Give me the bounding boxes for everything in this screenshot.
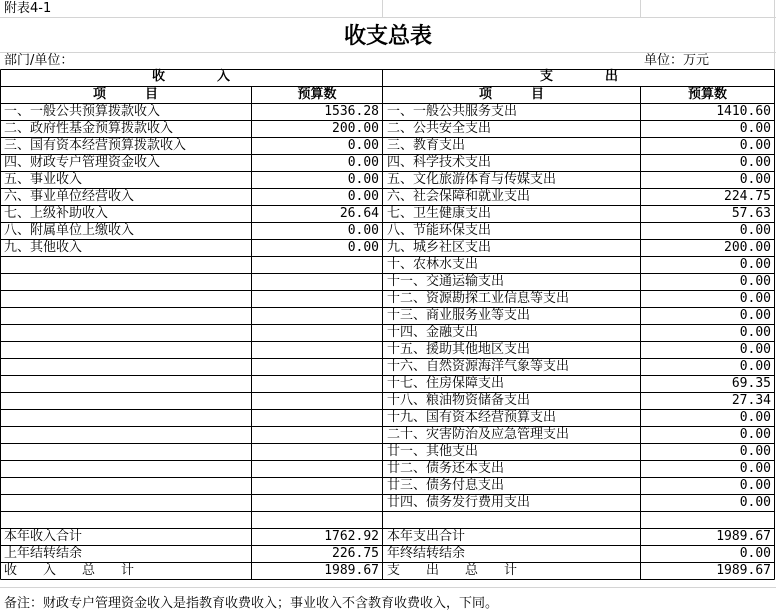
expense-row-label: 五、文化旅游体育与传媒支出 [387,172,557,187]
expense-header: 支 出 [539,69,618,84]
expense-row-value: 0.00 [739,308,771,323]
expense-row-label: 十九、国有资本经营预算支出 [387,410,557,425]
expense-row-value: 0.00 [739,427,771,442]
expense-row-label: 二十、灾害防治及应急管理支出 [387,427,570,442]
expense-row-label: 十二、资源勘探工业信息等支出 [387,291,570,306]
expense-row-label: 廿三、债务付息支出 [387,478,505,493]
expense-row-value: 0.00 [739,172,771,187]
income-row-label: 七、上级补助收入 [4,206,109,221]
expense-row-value: 0.00 [739,461,771,476]
expense-row-value: 0.00 [739,478,771,493]
income-row-label: 二、政府性基金预算拨款收入 [4,121,174,136]
expense-row-label: 十七、住房保障支出 [387,376,505,391]
expense-row-label: 十三、商业服务业等支出 [387,308,531,323]
income-total-year-value: 1762.92 [324,529,379,544]
income-grand-total-label: 收 入 总 计 [4,563,135,578]
expense-row-label: 七、卫生健康支出 [387,206,492,221]
income-row-label: 六、事业单位经营收入 [4,189,135,204]
expense-row-value: 0.00 [739,342,771,357]
income-row-value: 26.64 [339,206,379,221]
expense-grand-total-label: 支 出 总 计 [387,563,518,578]
expense-row-value: 0.00 [739,155,771,170]
income-row-value: 0.00 [347,189,379,204]
expense-row-value: 27.34 [731,393,771,408]
income-row-value: 1536.28 [324,104,379,119]
income-row-label: 四、财政专户管理资金收入 [4,155,161,170]
expense-item-header: 项 目 [478,87,544,102]
expense-budget-header: 预算数 [687,87,727,102]
expense-row-value: 224.75 [724,189,771,204]
expense-row-label: 十五、援助其他地区支出 [387,342,531,357]
income-row-label: 一、一般公共预算拨款收入 [4,104,161,119]
expense-row-value: 0.00 [739,138,771,153]
expense-row-label: 四、科学技术支出 [387,155,492,170]
income-row-value: 0.00 [347,223,379,238]
expense-row-value: 69.35 [731,376,771,391]
income-row-value: 200.00 [332,121,379,136]
expense-row-label: 六、社会保障和就业支出 [387,189,531,204]
income-row-value: 0.00 [347,240,379,255]
expense-row-label: 廿一、其他支出 [387,444,479,459]
expense-row-value: 0.00 [739,495,771,510]
expense-row-value: 0.00 [739,325,771,340]
income-total-year-label: 本年收入合计 [4,529,83,544]
income-row-label: 五、事业收入 [4,172,83,187]
carry-out-label: 年终结转结余 [387,546,466,561]
expense-total-year-value: 1989.67 [716,529,771,544]
table-id: 附表4-1 [4,1,52,16]
income-header: 收 入 [151,69,230,84]
income-row-label: 九、其他收入 [4,240,83,255]
expense-grand-total-value: 1989.67 [716,563,771,578]
income-row-value: 0.00 [347,138,379,153]
expense-row-value: 0.00 [739,410,771,425]
expense-row-value: 0.00 [739,257,771,272]
expense-row-label: 十八、粮油物资储备支出 [387,393,531,408]
expense-row-label: 二、公共安全支出 [387,121,492,136]
expense-row-value: 0.00 [739,223,771,238]
footnote: 备注：财政专户管理资金收入是指教育收费收入；事业收入不含教育收费收入，下同。 [4,596,499,611]
income-row-value: 0.00 [347,172,379,187]
expense-row-value: 0.00 [739,121,771,136]
unit-label: 单位：万元 [644,53,710,68]
income-row-label: 三、国有资本经营预算拨款收入 [4,138,187,153]
expense-row-value: 0.00 [739,274,771,289]
department-label: 部门/单位： [4,53,74,68]
expense-row-label: 十四、金融支出 [387,325,479,340]
expense-row-label: 一、一般公共服务支出 [387,104,518,119]
expense-row-label: 十一、交通运输支出 [387,274,505,289]
expense-row-value: 0.00 [739,444,771,459]
expense-row-label: 廿二、债务还本支出 [387,461,505,476]
carry-in-label: 上年结转结余 [4,546,83,561]
income-grand-total-value: 1989.67 [324,563,379,578]
income-budget-header: 预算数 [297,87,337,102]
expense-row-value: 0.00 [739,359,771,374]
expense-total-year-label: 本年支出合计 [387,529,466,544]
expense-row-label: 三、教育支出 [387,138,466,153]
income-row-label: 八、附属单位上缴收入 [4,223,135,238]
expense-row-value: 57.63 [731,206,771,221]
page-title: 收支总表 [343,24,432,49]
expense-row-label: 廿四、债务发行费用支出 [387,495,531,510]
expense-row-label: 十、农林水支出 [387,257,479,272]
carry-out-value: 0.00 [739,546,771,561]
expense-row-label: 十六、自然资源海洋气象等支出 [387,359,570,374]
expense-row-label: 九、城乡社区支出 [387,240,492,255]
expense-row-value: 200.00 [724,240,771,255]
expense-row-label: 八、节能环保支出 [387,223,492,238]
expense-row-value: 0.00 [739,291,771,306]
income-row-value: 0.00 [347,155,379,170]
expense-row-value: 1410.60 [716,104,771,119]
income-item-header: 项 目 [92,87,158,102]
carry-in-value: 226.75 [332,546,379,561]
